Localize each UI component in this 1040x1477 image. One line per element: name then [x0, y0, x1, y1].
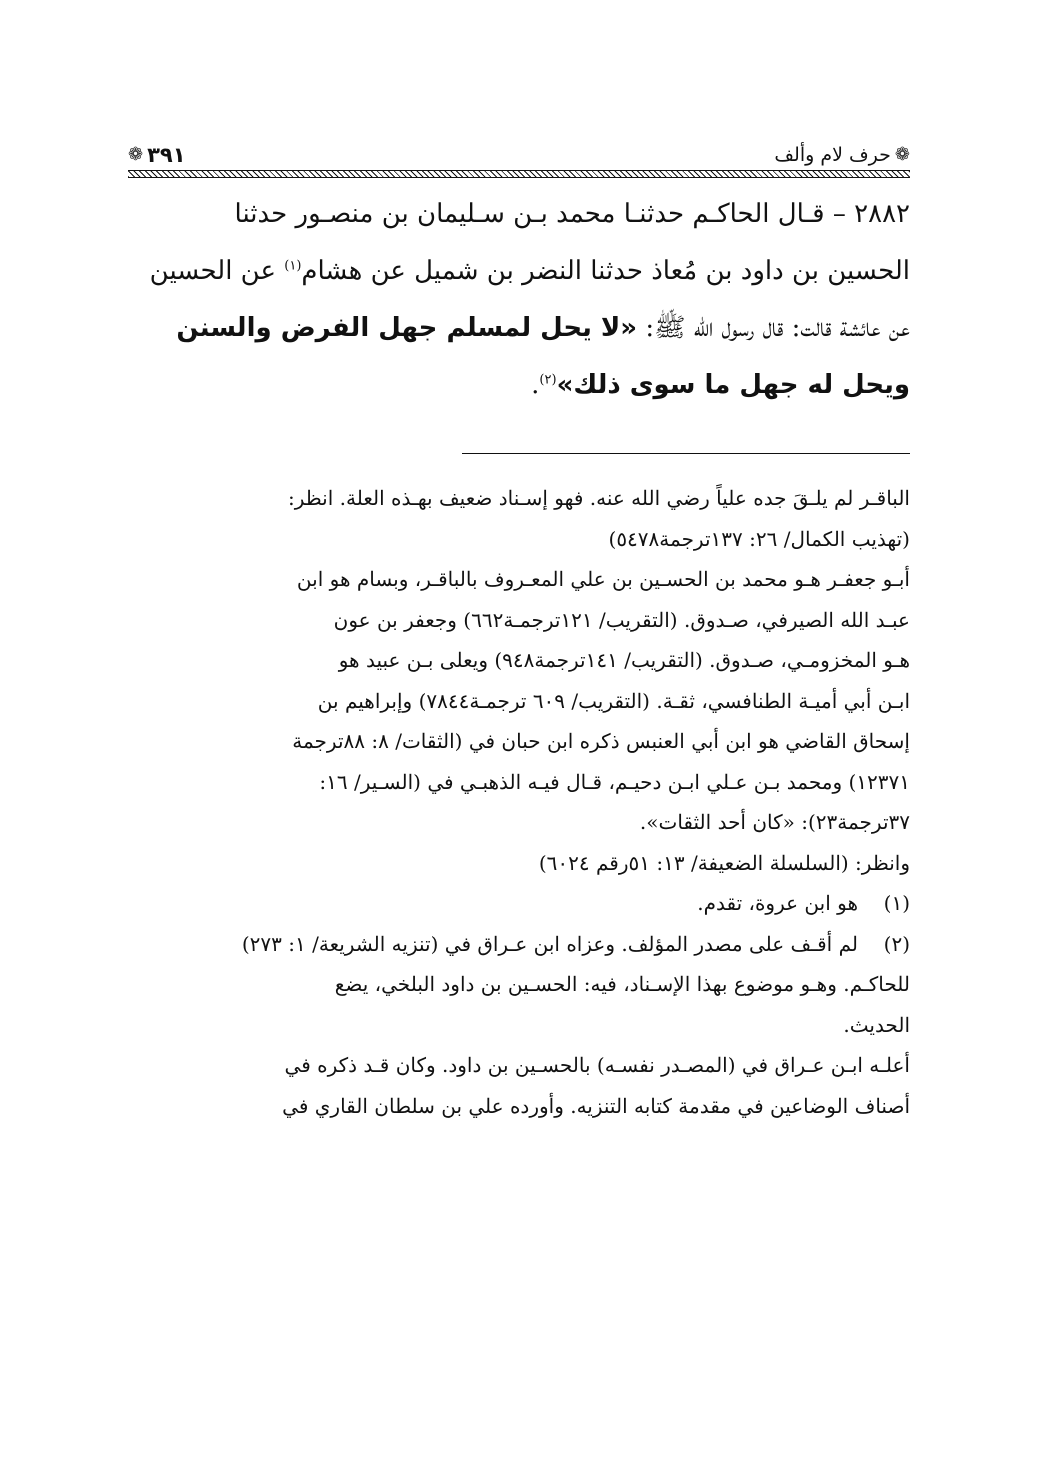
note-line: أصناف الوضاعين في مقدمة كتابه التنزيه. وأورده علي بن سلطان القاري في [282, 1093, 910, 1118]
footnotes [128, 478, 910, 1126]
hadith-line-text: عن عائشة قالت: قال رسول الله ﷺ: [637, 313, 910, 343]
end-punctuation: . [531, 370, 540, 400]
note-line: أعلـه ابـن عـراق في (المصـدر نفسـه) بالحسـين بن داود. وكان قـد ذكره في [284, 1053, 910, 1077]
note-line: أبـو جعفـر هـو محمد بن الحسـين بن علي المعـروف بالباقـر، وبسام هو ابن [296, 567, 910, 591]
footnote-text: لم أقـف على مصدر المؤلف. وعزاه ابن عـراق في (تنزيه الشريعة/ ١: ٢٧٣) [241, 931, 858, 956]
footnote-separator [462, 453, 910, 454]
footnote-mark: (٢) [883, 931, 910, 956]
footnote-2 [128, 924, 910, 965]
footnote-ref[interactable]: (١) [284, 258, 302, 274]
footnote-text: هو ابن عروة، تقدم. [697, 891, 858, 915]
footnote-1 [128, 883, 910, 924]
note-line: الباقـر لم يلـقَ جده علياً رضي الله عنه. فهو إسـناد ضعيف بهـذه العلة. انظر: [287, 486, 910, 510]
note-line: (تهذيب الكمال/ ٢٦: ١٣٧ترجمة٥٤٧٨) [608, 526, 910, 551]
note-line: ابـن أبي أميـة الطنافسي، ثقـة. (التقريب/ ٦٠٩ ترجمـة٧٨٤٤) وإبراهيم بن [317, 688, 910, 713]
page-number [128, 140, 186, 170]
ornament-icon: ❁ [128, 144, 144, 165]
hadith-text [128, 186, 910, 414]
note-line: إسحاق القاضي هو ابن أبي العنبس ذكره ابن حبان في (الثقات/ ٨: ٨٨ترجمة [292, 729, 910, 753]
hadith-line [128, 243, 910, 300]
note-line: ١٢٣٧١) ومحمد بـن عـلي ابـن دحيـم، قـال فيـه الذهبـي في (السـير/ ١٦: [319, 769, 910, 794]
note-line: هـو المخزومـي، صـدوق. (التقريب/ ١٤١ترجمة٩٤٨) ويعلى بـن عبيد هو [338, 648, 910, 672]
hadith-line: ٢٨٨٢ – قـال الحاكـم حدثنـا محمد بـن سـليمان بن منصـور حدثنا [234, 199, 910, 229]
footnote-ref[interactable]: (٢) [539, 372, 557, 388]
note-line: ٣٧ترجمة٢٣): «كان أحد الثقات». [639, 810, 910, 834]
note-line: للحاكـم. وهـو موضوع بهذا الإسـناد، فيه: الحسـين بن داود البلخي، يضع [334, 972, 910, 996]
page-header [128, 140, 910, 174]
hadith-quote: «لا يحل لمسلم جهل الفرض والسنن [176, 313, 638, 343]
ornament-icon: ❁ [894, 144, 910, 165]
note-line: عبـد الله الصيرفي، صـدوق. (التقريب/ ١٢١ترجمـة٦٦٢) وجعفر بن عون [333, 607, 910, 632]
hadith-quote: ويحل له جهل ما سوى ذلك» [556, 370, 910, 400]
chapter-title-text: حرف لام وألف [774, 144, 891, 166]
hadith-line-text: الحسين بن داود بن مُعاذ حدثنا النضر بن شميل عن هشام [301, 256, 910, 286]
note-line: الحديث. [843, 1012, 910, 1037]
hadith-line [128, 357, 910, 414]
header-rule [128, 170, 910, 178]
chapter-title [774, 140, 910, 170]
hadith-line-text: عن الحسين [149, 256, 285, 286]
hadith-line [128, 300, 910, 357]
page-number-text: ٣٩١ [147, 143, 186, 167]
note-line: وانظر: (السلسلة الضعيفة/ ١٣: ٥١رقم ٦٠٢٤) [538, 850, 910, 875]
footnote-mark: (١) [883, 891, 910, 915]
